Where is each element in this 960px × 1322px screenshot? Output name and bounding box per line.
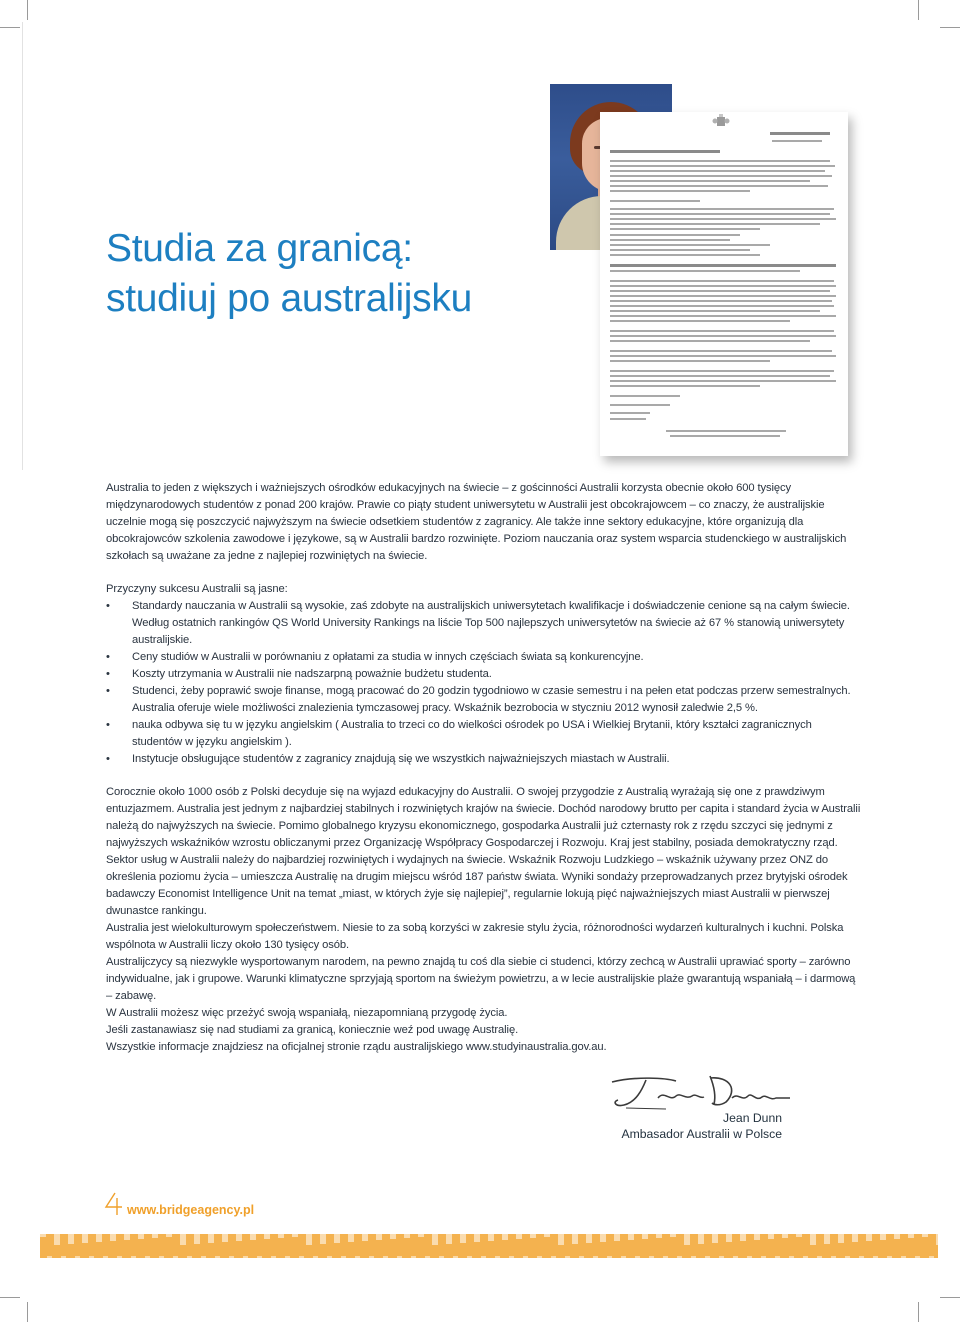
list-item: • Standardy nauczania w Australii są wysokie, zaś zdobyte na australijskich uniwersytetach kwalifikacje i doświadczenie cenione są na całym świecie. Według ostatnich rankingów QS World University Rankings na liście Top 500 najlepszych uniwersytetów na świecie aż 67 % stanowią uniwersytety australijskie. <box>106 598 862 649</box>
letter-line <box>610 244 770 246</box>
intro-paragraph: Australia to jeden z większych i ważniejszych ośrodków edukacyjnych na świecie – z gościnności Australii korzysta obecnie około 600 tysięcy międzynarodowych studentów z ponad 200 krajów. Prawie co piąty student uniwersytetu w Australii jest obcokrajowcem – co znaczy, że australijskie uczelnie mogą się poszczycić najwyższym na świecie odsetkiem studentów z zagranicy. Ale także inne sektory edukacyjne, które organizują dla obcokrajowców szkolenia zawodowe i językowe, są w Australii bardzo rozwinięte. Poziom nauczania oraz system wsparcia studenckiego w australijskich szkołach są uważane za jedne z najlepiej rozwiniętych na świecie. <box>106 482 847 562</box>
letter-line <box>610 315 836 317</box>
closing-paragraph: Australia jest wielokulturowym społeczeństwem. Niesie to za sobą korzyści w zakresie stylu życia, różnorodności wydarzeń kulturalnych i kuchni. Polska wspólnota w Australii liczy około 130 tysięcy osób. <box>106 922 844 951</box>
crop-mark <box>918 1302 919 1322</box>
list-item: • Koszty utrzymania w Australii nie nadszarpną poważnie budżetu studenta. <box>106 666 862 683</box>
letter-line <box>610 300 832 302</box>
band-texture <box>40 1234 938 1258</box>
letter-line <box>610 175 832 177</box>
crop-mark <box>918 0 919 20</box>
signatory-name: Jean Dunn <box>723 1111 782 1125</box>
letter-line <box>610 160 830 162</box>
crop-mark <box>0 27 20 28</box>
title-line-1: Studia za granicą: <box>106 227 413 270</box>
letter-line <box>610 355 836 357</box>
letter-line <box>610 185 828 187</box>
letter-line <box>610 310 820 312</box>
letter-line <box>610 360 770 362</box>
letter-line <box>610 170 825 172</box>
handwritten-signature <box>606 1072 794 1112</box>
list-item: • Studenci, żeby poprawić swoje finanse, mogą pracować do 20 godzin tygodniowo w czasie semestru i na pełen etat podczas przerw semestralnych. Australia oferuje wiele możliwości znalezienia tymczasowej pracy. Wskaźnik bezrobocia w styczniu 2012 wynosił zaledwie 2,5 %. <box>106 683 862 717</box>
letter-line <box>610 285 836 287</box>
closing-paragraph: Wszystkie informacje znajdziesz na oficjalnej stronie rządu australijskiego www.studyinaustralia.gov.au. <box>106 1041 607 1053</box>
letter-line <box>610 350 832 352</box>
letter-line <box>610 234 740 236</box>
website-link[interactable]: www.bridgeagency.pl <box>127 1203 255 1217</box>
letter-line <box>610 280 834 282</box>
title-line-2: studiuj po australijsku <box>106 277 472 320</box>
letter-line <box>610 165 835 167</box>
letter-line <box>610 335 836 337</box>
coat-of-arms-icon <box>712 114 730 130</box>
letter-line <box>610 228 760 230</box>
letter-line <box>666 430 786 432</box>
list-item: • Instytucje obsługujące studentów z zagranicy znajdują się we wszystkich najważniejszych miastach w Australii. <box>106 751 862 768</box>
crop-mark <box>0 1297 20 1298</box>
closing-paragraph: W Australii możesz więc przeżyć swoją wspaniałą, niezapomnianą przygodę życia. <box>106 1007 508 1019</box>
closing-paragraph: Jeśli zastanawiasz się nad studiami za granicą, koniecznie weź pod uwagę Australię. <box>106 1024 519 1036</box>
signatory-role: Ambasador Australii w Polsce <box>621 1127 782 1141</box>
list-item: • nauka odbywa się tu w języku angielskim ( Australia to trzeci co do wielkości ośrodek po USA i Wielkiej Brytanii, który kształci zagranicznych studentów w języku angielskim ). <box>106 717 862 751</box>
side-rule <box>22 22 23 470</box>
letter-line <box>610 213 830 215</box>
page-number: 4 <box>103 1192 104 1193</box>
crop-mark <box>27 0 28 20</box>
letter-line <box>610 239 730 241</box>
letter-line <box>610 404 670 406</box>
closing-paragraph: Corocznie około 1000 osób z Polski decyduje się na wyjazd edukacyjny do Australii. O swojej przygodzie z Australią wyrażają się one z prawdziwym entuzjazmem. Australia jest jednym z najbardziej stabilnych i rozwiniętych krajów na świecie. Dochód narodowy brutto per capita i standard życia w Australii należą do najwyższych na świecie. Pomimo globalnego kryzysu ekonomicznego, gospodarka Australii już czternasty rok z rzędu szczyci się jednymi z najwyższych wskaźników wzrostu obliczanymi przez Organizację Współpracy Gospodarczej i Rozwoju. Kraj jest stabilny, posiada demokratyczny rząd. Sektor usług w Australii należy do najbardziej rozwiniętych i wydajnych na świecie. Wskaźnik Rozwoju Ludzkiego – wskaźnik używany przez ONZ do określenia poziomu życia – umieszcza Australię na drugim miejscu wśród 187 państw świata. Wyniki sondaży przeprowadzanych przez brytyjski ośrodek badawczy Economist Intelligence Unit na temat „miast, w których żyje się najlepiej”, regularnie lokują pięć najważniejszych miast Australii w pierwszej dwunastce rankingu. <box>106 786 861 917</box>
letter-line <box>610 380 836 382</box>
letter-line <box>610 320 790 322</box>
letter-line <box>610 249 750 251</box>
letter-image <box>600 112 848 456</box>
crop-mark <box>940 27 960 28</box>
letter-line <box>610 290 830 292</box>
letter-line <box>610 395 680 397</box>
letter-line <box>610 150 720 153</box>
reasons-heading: Przyczyny sukcesu Australii są jasne: <box>106 583 288 595</box>
letter-line <box>772 140 822 142</box>
letter-line <box>610 180 810 182</box>
letter-line <box>610 223 820 225</box>
letter-line <box>610 385 760 387</box>
letter-line <box>610 264 836 267</box>
letter-line <box>610 208 834 210</box>
letter-line <box>610 340 810 342</box>
letter-line <box>610 295 836 297</box>
letter-line <box>610 418 646 420</box>
letter-line <box>610 375 830 377</box>
article-body <box>106 480 862 1056</box>
letter-line <box>610 200 700 202</box>
signature-block <box>610 1110 782 1142</box>
letter-line <box>670 435 780 437</box>
letter-line <box>610 412 650 414</box>
letter-line <box>610 218 836 220</box>
page-number-mark <box>103 1192 125 1216</box>
closing-paragraph: Australijczycy są niezwykle wysportowanym narodem, na pewno znajdą tu coś dla siebie ci studenci, którzy zechcą w Australii uprawiać sporty – zarówno indywidualne, jak i grupowe. Warunki klimatyczne sprzyjają sportom na świeżym powietrzu, a w lecie australijskie plaże gwarantują wspaniałą – i darmową – zabawę. <box>106 956 856 1002</box>
crop-mark <box>940 1297 960 1298</box>
letter-line <box>770 132 830 135</box>
letter-line <box>610 330 834 332</box>
page-title <box>106 224 472 324</box>
letter-line <box>610 305 834 307</box>
crop-mark <box>27 1302 28 1322</box>
reasons-list <box>106 598 862 768</box>
letter-line <box>610 370 834 372</box>
letter-line <box>610 270 800 272</box>
letter-line <box>610 254 760 256</box>
list-item: • Ceny studiów w Australii w porównaniu z opłatami za studia w innych częściach świata są konkurencyjne. <box>106 649 862 666</box>
letter-line <box>610 190 750 192</box>
